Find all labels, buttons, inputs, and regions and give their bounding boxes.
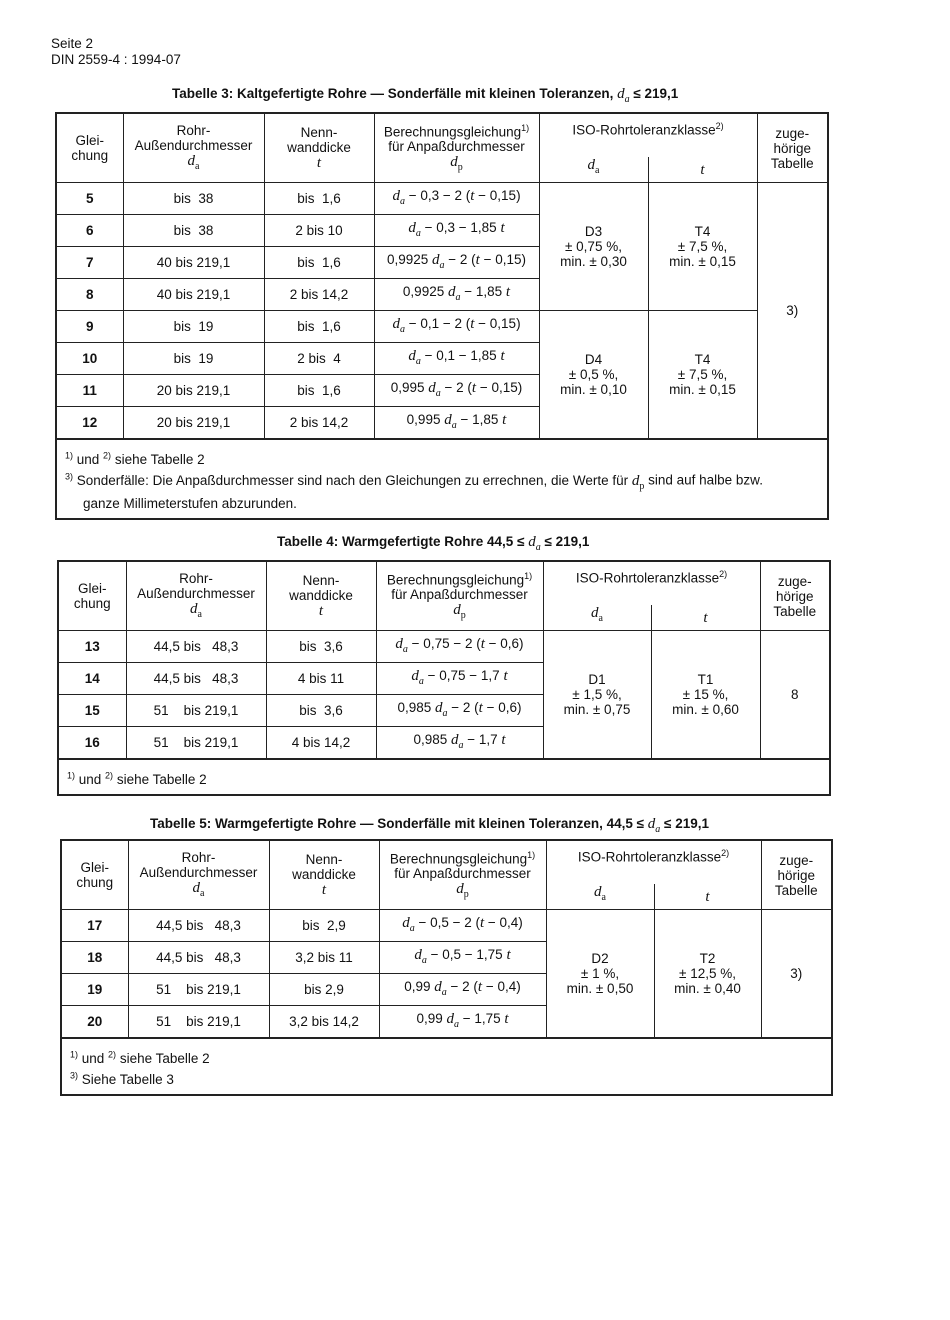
standard-id: DIN 2559-4 : 1994-07 [51, 52, 181, 67]
symbol [453, 602, 466, 622]
col-gleichung [61, 840, 128, 910]
symbol-sub: p [639, 480, 645, 492]
iso-percent: ± 1,5 %, [572, 686, 622, 702]
col-berechnungsgleichung [376, 561, 543, 631]
aussendurchmesser-value: bis 19 [123, 343, 264, 375]
col-gleichung [58, 561, 126, 631]
var-da: $d_a$ [408, 220, 421, 239]
text: wanddicke [289, 588, 353, 603]
symbol-sub: a [195, 160, 200, 172]
symbol-sub: p [460, 610, 466, 622]
gleichung-nr: 14 [58, 663, 126, 695]
text: Tabelle [770, 155, 814, 171]
symbol [594, 884, 606, 903]
footnote-3-text: $^{3)}$ Siehe Tabelle 3 [70, 1070, 174, 1087]
var-da: $d_a$ [395, 636, 408, 655]
text: Nenn- [300, 125, 338, 140]
equation-cell: 0,99 $d_a - 1,75$ t [379, 1006, 546, 1038]
var-da: $d_a$ [447, 284, 461, 303]
symbol [187, 152, 200, 172]
iso-percent: ± 0,5 %, [568, 366, 619, 382]
iso-col-da [539, 157, 648, 183]
equation-cell: $d_a - 0,1 - 2$ (t − 0,15) [374, 311, 539, 343]
header-row [58, 561, 830, 605]
text: Glei- [77, 581, 107, 596]
footnote-3 [65, 468, 819, 495]
text: Nenn- [302, 573, 340, 588]
footnote-row [61, 1038, 832, 1095]
symbol-t: t [316, 155, 322, 171]
footnote-ref: 2) [721, 848, 730, 858]
table5-caption-text: Tabelle 5: Warmgefertigte Rohre — Sonderfälle mit kleinen Toleranzen, 44,5 ≤ [150, 816, 645, 831]
text: zuge- [777, 573, 812, 589]
var-da: $d_a$ [414, 947, 427, 966]
col-gleichung [56, 113, 123, 183]
wanddicke-value: 4 bis 14,2 [266, 727, 376, 759]
footnote-row [58, 759, 830, 796]
col-iso-toleranzklasse [539, 113, 757, 157]
zugehoerige-tabelle-value: 8 [760, 631, 830, 759]
wanddicke-value: 2 bis 14,2 [264, 407, 374, 439]
var-da: $d_a$ [450, 731, 464, 751]
iso-class: T2 [699, 950, 716, 966]
table5-caption [150, 816, 709, 835]
col-zugehoerige-tabelle [760, 561, 830, 631]
aussendurchmesser-value: bis 19 [123, 311, 264, 343]
var-da: $d_a$ [411, 668, 424, 687]
text: zuge- [779, 852, 814, 868]
gleichung-nr: 15 [58, 695, 126, 727]
footnote-3-cont [65, 495, 819, 512]
text: Glei- [80, 860, 109, 875]
iso-min: min. ± 0,15 [669, 381, 736, 397]
table5-caption-limit: ≤ 219,1 [660, 816, 709, 831]
footnote-3 [70, 1067, 823, 1088]
equation-cell: $d_a - 0,75 - 1,7$ t [376, 663, 543, 695]
table5 [60, 839, 833, 1096]
iso-min: min. ± 0,40 [674, 980, 741, 996]
text: Außendurchmesser [134, 137, 253, 153]
text: ganze Millimeterstufen abzurunden. [83, 495, 297, 511]
text: chung [76, 875, 114, 890]
caption-symbol: $d_a$ [617, 86, 630, 105]
text: Rohr- [176, 122, 211, 138]
zugehoerige-tabelle-value: 3) [761, 910, 832, 1038]
text: Berechnungsgleichung [386, 572, 525, 588]
text: sind auf halbe bzw. [644, 472, 763, 488]
equation-cell: $d_a - 0,5 - 2$ (t − 0,4) [379, 910, 546, 942]
var-t: t [506, 947, 511, 963]
text: hörige [777, 867, 816, 883]
gleichung-nr: 6 [56, 215, 123, 247]
table-row [56, 311, 828, 343]
equation-cell: 0,995 $d_a - 1,85$ t [374, 407, 539, 439]
table4-caption-limit: ≤ 219,1 [540, 534, 590, 549]
col-wanddicke [264, 113, 374, 183]
symbol-d: d [453, 602, 461, 619]
equation-cell: 0,995 $d_a - 2$ (t − 0,15) [374, 375, 539, 407]
symbol-t: t [700, 162, 705, 178]
gleichung-nr: 11 [56, 375, 123, 407]
table3 [55, 112, 829, 520]
aussendurchmesser-value: 20 bis 219,1 [123, 375, 264, 407]
wanddicke-value: bis 1,6 [264, 375, 374, 407]
var-t: t [475, 252, 480, 268]
text: Nenn- [305, 852, 343, 867]
text: für Anpaßdurchmesser [391, 587, 528, 603]
gleichung-nr: 12 [56, 407, 123, 439]
text: wanddicke [287, 140, 351, 155]
aussendurchmesser-value: 40 bis 219,1 [123, 247, 264, 279]
caption-symbol: $d_a$ [528, 534, 541, 553]
symbol [456, 881, 469, 901]
col-iso-toleranzklasse [546, 840, 761, 884]
table-row [58, 631, 830, 663]
text: Außendurchmesser [139, 864, 258, 880]
var-da: $d_a$ [435, 700, 448, 719]
aussendurchmesser-value: 40 bis 219,1 [123, 279, 264, 311]
wanddicke-value: bis 2,9 [269, 910, 379, 942]
var-t: t [500, 220, 505, 236]
header-row [61, 840, 832, 884]
text: hörige [773, 140, 812, 156]
footnote-1 [67, 768, 821, 789]
aussendurchmesser-value: 51 bis 219,1 [128, 974, 269, 1006]
text: Tabelle [773, 603, 817, 619]
symbol-sub: a [200, 887, 205, 899]
symbol-sub: p [463, 889, 469, 901]
wanddicke-value: 2 bis 10 [264, 215, 374, 247]
symbol-d: d [631, 472, 640, 489]
var-da: $d_a$ [408, 348, 421, 367]
wanddicke-value: 4 bis 11 [266, 663, 376, 695]
symbol-sub: a [598, 613, 603, 624]
table4-caption-text: Tabelle 4: Warmgefertigte Rohre 44,5 ≤ [277, 534, 525, 549]
text: wanddicke [292, 867, 356, 882]
aussendurchmesser-value: bis 38 [123, 215, 264, 247]
gleichung-nr: 17 [61, 910, 128, 942]
var-t: t [479, 915, 485, 931]
footnote-1-2: $^{1)}$ und $^{2)}$ siehe Tabelle 2 [70, 1049, 210, 1066]
aussendurchmesser-value: 44,5 bis 48,3 [128, 910, 269, 942]
iso-cell-t [648, 183, 757, 311]
symbol [587, 157, 600, 176]
col-aussendurchmesser [128, 840, 269, 910]
symbol-d: d [594, 884, 602, 900]
symbol-sub: a [197, 608, 202, 620]
var-da: $d_a$ [434, 979, 447, 998]
var-t: t [500, 348, 505, 364]
symbol-d: d [187, 152, 196, 169]
symbol [591, 605, 603, 624]
text: chung [73, 596, 111, 611]
footnote-1-2: $^{1)}$ und $^{2)}$ siehe Tabelle 2 [65, 450, 205, 467]
symbol-t: t [318, 603, 324, 619]
aussendurchmesser-value: 51 bis 219,1 [126, 727, 266, 759]
footnote-1-2: $^{1)}$ und $^{2)}$ siehe Tabelle 2 [67, 770, 207, 787]
aussendurchmesser-value: 44,5 bis 48,3 [126, 663, 266, 695]
iso-percent: ± 15 %, [682, 686, 729, 702]
var-da: $d_a$ [446, 1010, 459, 1030]
iso-class: T4 [694, 351, 711, 367]
text: hörige [776, 588, 814, 604]
aussendurchmesser-value: 51 bis 219,1 [128, 1006, 269, 1038]
zugehoerige-tabelle-value: 3) [757, 183, 828, 439]
wanddicke-value: bis 1,6 [264, 183, 374, 215]
iso-class: D1 [588, 671, 606, 687]
symbol-d: d [591, 605, 599, 621]
symbol [450, 154, 463, 174]
caption-symbol: $d_a$ [647, 816, 661, 835]
equation-cell: $d_a - 0,3 - 2$ (t − 0,15) [374, 183, 539, 215]
gleichung-nr: 10 [56, 343, 123, 375]
text: Berechnungsgleichung [389, 851, 528, 867]
col-aussendurchmesser [123, 113, 264, 183]
iso-col-da [543, 605, 651, 631]
gleichung-nr: 16 [58, 727, 126, 759]
var-t: t [471, 380, 477, 396]
wanddicke-value: bis 2,9 [269, 974, 379, 1006]
iso-cell-da [539, 183, 648, 311]
col-wanddicke [269, 840, 379, 910]
var-t: t [480, 636, 485, 652]
iso-cell-da [539, 311, 648, 439]
wanddicke-value: 3,2 bis 14,2 [269, 1006, 379, 1038]
footnote-ref: 1) [524, 570, 533, 581]
iso-col-t [651, 605, 760, 631]
gleichung-nr: 20 [61, 1006, 128, 1038]
gleichung-nr: 8 [56, 279, 123, 311]
iso-cell-t [648, 311, 757, 439]
equation-cell: 0,9925 $d_a - 1,85$ t [374, 279, 539, 311]
symbol-sub: a [595, 165, 600, 176]
symbol-t: t [703, 610, 708, 626]
equation-cell: 0,9925 $d_a - 2$ (t − 0,15) [374, 247, 539, 279]
table3-caption [172, 86, 678, 105]
symbol-d: d [450, 154, 458, 171]
iso-percent: ± 12,5 %, [679, 965, 736, 981]
table4 [57, 560, 831, 796]
iso-col-t [654, 884, 761, 910]
var-t: t [504, 1010, 509, 1027]
iso-min: min. ± 0,60 [672, 701, 739, 717]
equation-cell: $d_a - 0,5 - 1,75$ t [379, 942, 546, 974]
gleichung-nr: 5 [56, 183, 123, 215]
var-da: $d_a$ [392, 188, 405, 207]
text: Außendurchmesser [137, 585, 255, 601]
footnotes [61, 1038, 832, 1095]
text: $^{3)}$ Sonderfälle: Die Anpaßdurchmesser sind nach den Gleichungen zu errechnen, die Werte für [65, 471, 629, 488]
aussendurchmesser-value: 20 bis 219,1 [123, 407, 264, 439]
symbol-d: d [456, 881, 464, 898]
footnotes [58, 759, 830, 796]
wanddicke-value: bis 3,6 [266, 631, 376, 663]
var-t: t [505, 284, 511, 300]
iso-class: D2 [591, 950, 609, 966]
table3-caption-text: Tabelle 3: Kaltgefertigte Rohre — Sonderfälle mit kleinen Toleranzen, [172, 86, 614, 101]
text: Tabelle [774, 882, 818, 898]
text: chung [71, 148, 109, 163]
col-aussendurchmesser [126, 561, 266, 631]
iso-class: T1 [697, 671, 714, 687]
equation-cell: $d_a - 0,75 - 2$ (t − 0,6) [376, 631, 543, 663]
wanddicke-value: 2 bis 4 [264, 343, 374, 375]
col-zugehoerige-tabelle [761, 840, 832, 910]
iso-cell-t [654, 910, 761, 1038]
iso-percent: ± 7,5 %, [677, 366, 728, 382]
wanddicke-value: bis 3,6 [266, 695, 376, 727]
var-t: t [478, 700, 483, 716]
iso-min: min. ± 0,50 [566, 980, 634, 996]
symbol-t: t [321, 882, 327, 898]
iso-class: T4 [694, 224, 711, 239]
page-header [51, 36, 181, 68]
wanddicke-value: bis 1,6 [264, 247, 374, 279]
symbol [190, 600, 202, 620]
symbol-t: t [705, 889, 710, 905]
text: Rohr- [181, 849, 216, 865]
footnotes [56, 439, 828, 519]
symbol-sub: p [457, 162, 463, 174]
iso-col-da [546, 884, 654, 910]
var-t: t [503, 668, 508, 684]
var-da: $d_a$ [444, 411, 457, 431]
col-zugehoerige-tabelle [757, 113, 828, 183]
var-t: t [477, 979, 483, 995]
aussendurchmesser-value: 51 bis 219,1 [126, 695, 266, 727]
footnote-1 [65, 448, 819, 469]
footnote-ref: 1) [527, 849, 536, 860]
var-t: t [502, 411, 507, 428]
equation-cell: $d_a - 0,3 - 1,85$ t [374, 215, 539, 247]
equation-cell: 0,985 $d_a - 1,7$ t [376, 727, 543, 759]
iso-min: min. ± 0,75 [563, 701, 631, 717]
gleichung-nr: 7 [56, 247, 123, 279]
iso-col-t [648, 157, 757, 183]
wanddicke-value: bis 1,6 [264, 311, 374, 343]
text: für Anpaßdurchmesser [394, 866, 531, 882]
symbol [631, 472, 645, 492]
text: für Anpaßdurchmesser [388, 139, 525, 155]
aussendurchmesser-value: bis 38 [123, 183, 264, 215]
page-number: Seite 2 [51, 36, 94, 51]
table4-caption [277, 534, 589, 553]
iso-percent: ± 0,75 %, [565, 239, 622, 254]
symbol [192, 879, 205, 899]
footnote-row [56, 439, 828, 519]
iso-class: D3 [584, 224, 603, 239]
var-t: t [470, 188, 475, 204]
iso-percent: ± 7,5 %, [677, 239, 728, 254]
aussendurchmesser-value: 44,5 bis 48,3 [126, 631, 266, 663]
text: ISO-Rohrtoleranzklasse [575, 570, 720, 586]
wanddicke-value: 2 bis 14,2 [264, 279, 374, 311]
iso-percent: ± 1 %, [580, 965, 620, 981]
text: zuge- [775, 125, 810, 141]
symbol-d: d [190, 600, 198, 617]
col-iso-toleranzklasse [543, 561, 760, 605]
col-berechnungsgleichung [374, 113, 539, 183]
text: ISO-Rohrtoleranzklasse [577, 849, 722, 865]
text: Rohr- [179, 570, 213, 586]
footnote-ref: 2) [715, 121, 724, 131]
footnote-1 [70, 1047, 823, 1068]
gleichung-nr: 18 [61, 942, 128, 974]
equation-cell: $d_a - 0,1 - 1,85$ t [374, 343, 539, 375]
var-da: $d_a$ [392, 316, 405, 335]
var-da: $d_a$ [402, 915, 415, 934]
footnote-ref: 2) [719, 569, 728, 579]
var-da: $d_a$ [428, 380, 441, 399]
equation-cell: 0,99 $d_a - 2$ (t − 0,4) [379, 974, 546, 1006]
iso-cell-da [543, 631, 651, 759]
col-wanddicke [266, 561, 376, 631]
text: ISO-Rohrtoleranzklasse [572, 122, 716, 138]
iso-cell-t [651, 631, 760, 759]
table-row [61, 910, 832, 942]
gleichung-nr: 13 [58, 631, 126, 663]
var-t: t [501, 731, 506, 748]
iso-min: min. ± 0,15 [669, 254, 736, 269]
text: Berechnungsgleichung [383, 124, 522, 140]
iso-min: min. ± 0,10 [560, 381, 627, 397]
header-row [56, 113, 828, 157]
aussendurchmesser-value: 44,5 bis 48,3 [128, 942, 269, 974]
symbol-d: d [587, 157, 596, 173]
symbol-sub: a [601, 892, 606, 903]
text: Glei- [75, 133, 104, 148]
gleichung-nr: 19 [61, 974, 128, 1006]
wanddicke-value: 3,2 bis 11 [269, 942, 379, 974]
gleichung-nr: 9 [56, 311, 123, 343]
table-row [56, 183, 828, 215]
var-da: $d_a$ [432, 252, 445, 271]
symbol-d: d [192, 879, 201, 896]
iso-class: D4 [584, 351, 603, 367]
iso-min: min. ± 0,30 [560, 254, 627, 269]
table3-caption-limit: ≤ 219,1 [629, 86, 679, 101]
equation-cell: 0,985 $d_a - 2$ (t − 0,6) [376, 695, 543, 727]
var-t: t [470, 316, 475, 332]
footnote-ref: 1) [521, 122, 530, 133]
iso-cell-da [546, 910, 654, 1038]
col-berechnungsgleichung [379, 840, 546, 910]
